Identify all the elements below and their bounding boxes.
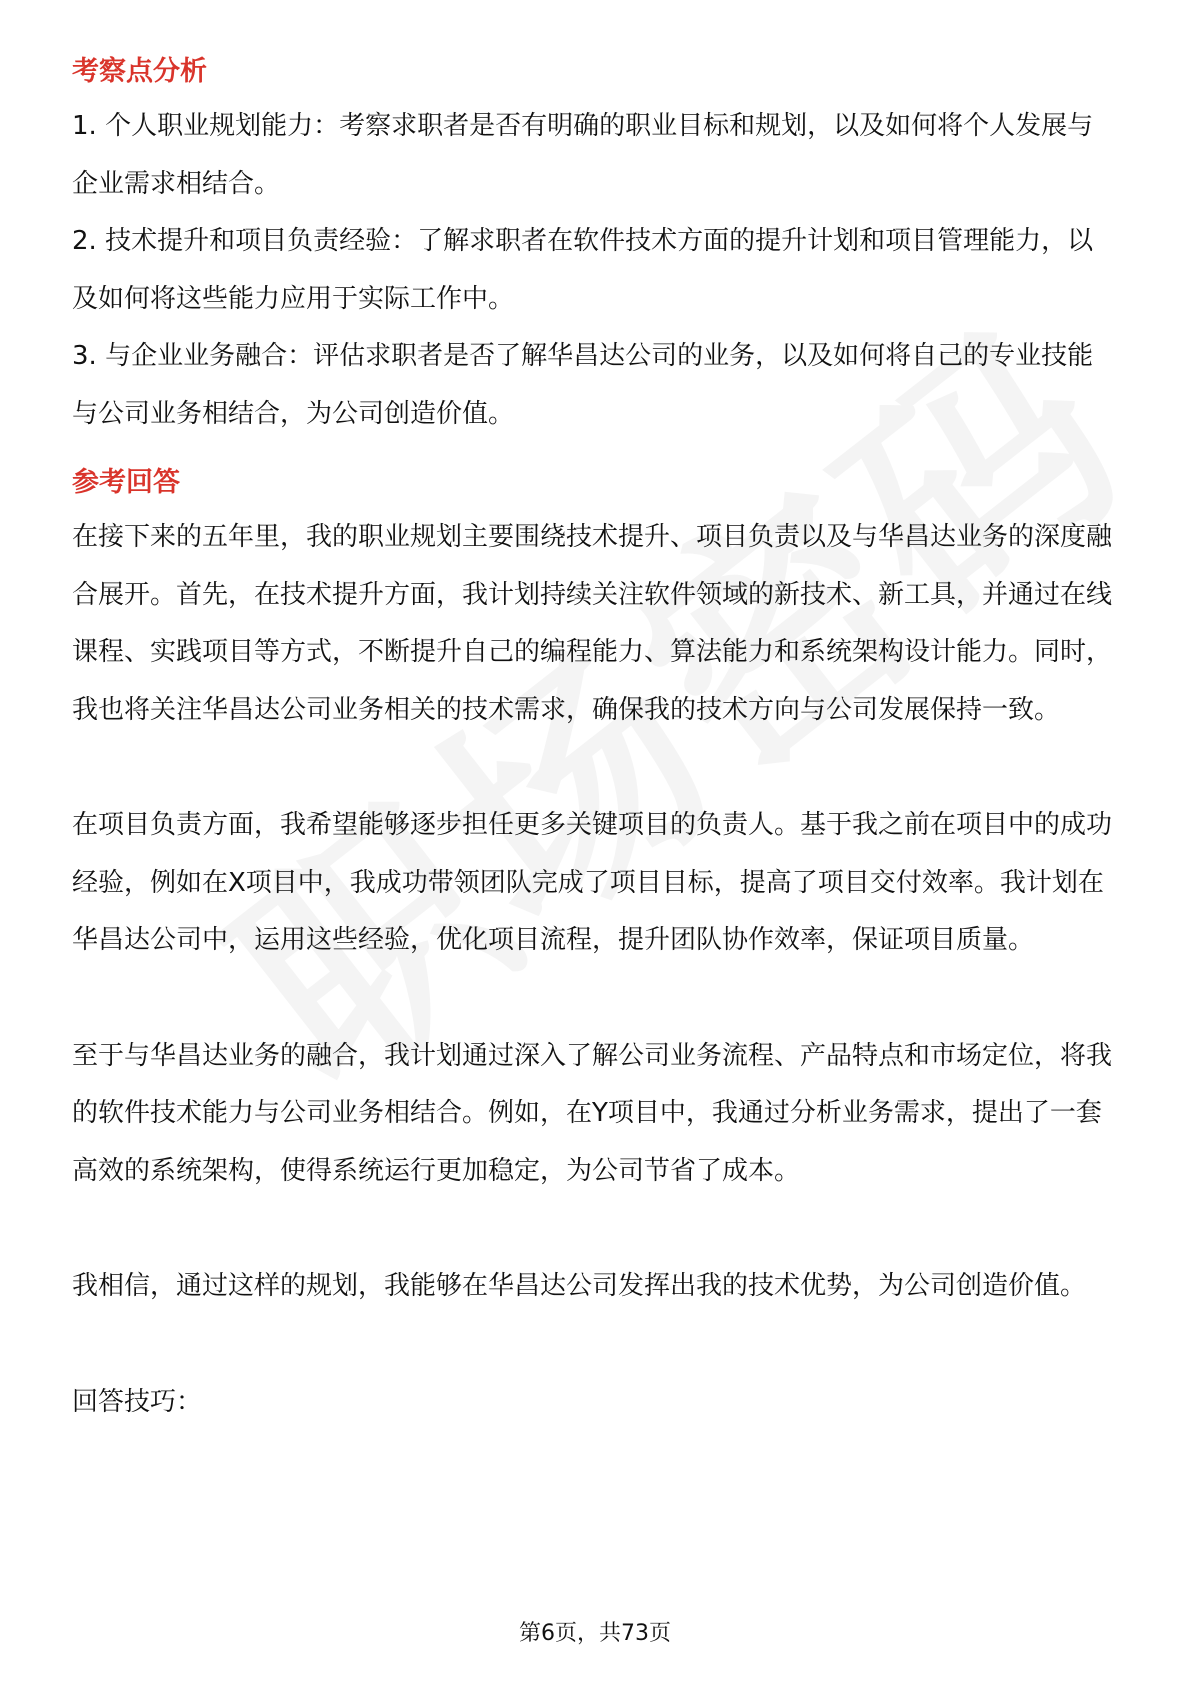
paragraph-gap <box>72 1200 1118 1258</box>
answer-heading: 参考回答 <box>72 467 180 498</box>
answer-paragraph-1: 在接下来的五年里，我的职业规划主要围绕技术提升、项目负责以及与华昌达业务的深度融合展开。首先，在技术提升方面，我计划持续关注软件领域的新技术、新工具，并通过在线课程、实践项目等方式，不断提升自己的编程能力、算法能力和系统架构设计能力。同时，我也将关注华昌达公司业务相关的技术需求，确保我的技术方向与公司发展保持一致。 <box>72 522 1113 725</box>
paragraph-gap <box>72 1316 1118 1374</box>
analysis-list <box>72 98 1118 443</box>
analysis-point-2: 2. 技术提升和项目负责经验：了解求职者在软件技术方面的提升计划和项目管理能力，以及如何将这些能力应用于实际工作中。 <box>72 226 1094 314</box>
page-number: 第6页，共73页 <box>519 1621 671 1646</box>
paragraph-gap <box>72 739 1118 797</box>
paragraph-gap <box>72 970 1118 1028</box>
analysis-heading: 考察点分析 <box>72 56 207 87</box>
page-content <box>72 46 1118 1431</box>
tips-label: 回答技巧： <box>72 1386 203 1417</box>
analysis-point-3: 3. 与企业业务融合：评估求职者是否了解华昌达公司的业务，以及如何将自己的专业技能与公司业务相结合，为公司创造价值。 <box>72 341 1094 429</box>
answer-paragraph-2: 在项目负责方面，我希望能够逐步担任更多关键项目的负责人。基于我之前在项目中的成功经验，例如在X项目中，我成功带领团队完成了项目目标，提高了项目交付效率。我计划在华昌达公司中，运用这些经验，优化项目流程，提升团队协作效率，保证项目质量。 <box>72 810 1113 955</box>
answer-paragraph-3: 至于与华昌达业务的融合，我计划通过深入了解公司业务流程、产品特点和市场定位，将我的软件技术能力与公司业务相结合。例如，在Y项目中，我通过分析业务需求，提出了一套高效的系统架构，使得系统运行更加稳定，为公司节省了成本。 <box>72 1040 1113 1186</box>
analysis-point-1: 1. 个人职业规划能力：考察求职者是否有明确的职业目标和规划，以及如何将个人发展与企业需求相结合。 <box>72 111 1094 199</box>
answer-paragraph-4: 我相信，通过这样的规划，我能够在华昌达公司发挥出我的技术优势，为公司创造价值。 <box>72 1271 1087 1301</box>
